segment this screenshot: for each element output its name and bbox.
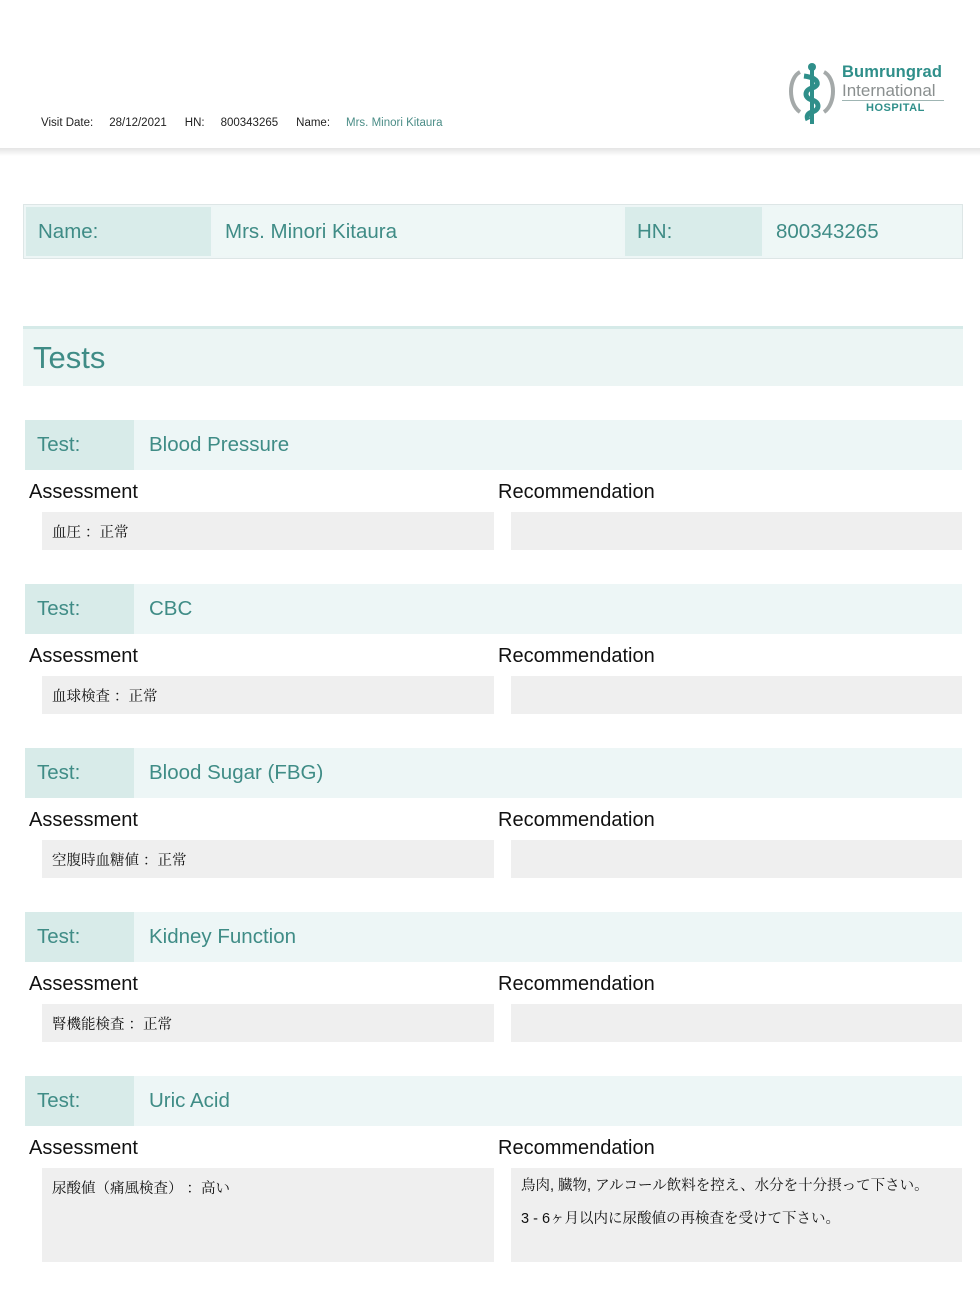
test-label: Test: [25, 1076, 134, 1126]
assessment-text: 空腹時血糖値 ：正常 [52, 853, 187, 869]
test-label: Test: [25, 912, 134, 962]
assessment-box [42, 676, 494, 714]
test-name: Blood Sugar (FBG) [149, 761, 324, 784]
name-label: Name: [296, 117, 331, 129]
hn-value: 800343265 [220, 117, 279, 129]
assessment-header: Assessment [29, 645, 138, 667]
test-label: Test: [25, 584, 134, 634]
recommendation-box [511, 512, 962, 550]
document-header [0, 0, 980, 150]
recommendation-header: Recommendation [498, 973, 655, 995]
assessment-box [42, 1168, 494, 1262]
name-value: Mrs. Minori Kitaura [346, 117, 443, 129]
recommendation-header: Recommendation [498, 645, 655, 667]
hn-label: HN: [184, 117, 205, 129]
recommendation-text: 3 - 6ヶ月以内に尿酸値の再検査を受けて下さい。 [521, 1211, 841, 1228]
recommendation-spacer [521, 1195, 952, 1210]
patient-hn-label: HN: [625, 207, 762, 256]
test-label: Test: [25, 748, 134, 798]
logo-line-3: HOSPITAL [866, 101, 925, 114]
visit-date: 28/12/2021 [109, 117, 167, 129]
test-row [25, 420, 962, 470]
recommendation-header: Recommendation [498, 1137, 655, 1159]
assessment-text: 尿酸値（痛風検査） ：高い [52, 1181, 231, 1197]
header-divider [0, 148, 980, 156]
patient-name-label: Name: [26, 207, 211, 256]
tests-section-header [23, 326, 963, 386]
recommendation-header: Recommendation [498, 481, 655, 503]
assessment-header: Assessment [29, 973, 138, 995]
assessment-box [42, 840, 494, 878]
recommendation-header: Recommendation [498, 809, 655, 831]
assessment-text: 血球検査 ：正常 [52, 689, 158, 705]
patient-hn-value: 800343265 [764, 207, 960, 256]
test-row [25, 912, 962, 962]
assessment-box [42, 1004, 494, 1042]
assessment-box [42, 512, 494, 550]
test-name: Uric Acid [149, 1089, 230, 1112]
assessment-header: Assessment [29, 481, 138, 503]
assessment-text: 腎機能検査 ：正常 [52, 1017, 173, 1033]
test-name: Blood Pressure [149, 433, 290, 456]
assessment-header: Assessment [29, 809, 138, 831]
logo-line-2: International [842, 80, 936, 100]
patient-info-box [23, 204, 963, 259]
recommendation-box [511, 840, 962, 878]
logo-text [842, 64, 942, 114]
recommendation-text: 鳥肉, 臓物, アルコール飲料を控え、水分を十分摂って下さい。 [521, 1178, 929, 1194]
recommendation-box [511, 676, 962, 714]
assessment-header: Assessment [29, 1137, 138, 1159]
patient-name-value: Mrs. Minori Kitaura [213, 207, 622, 256]
caduceus-icon [786, 60, 838, 126]
recommendation-box [511, 1004, 962, 1042]
recommendation-box [511, 1168, 962, 1262]
visit-date-label: Visit Date: [41, 117, 94, 129]
visit-info-line [41, 117, 443, 129]
logo-line-1: Bumrungrad [842, 63, 942, 81]
test-label: Test: [25, 420, 134, 470]
test-row [25, 584, 962, 634]
assessment-text: 血圧 ：正常 [52, 525, 129, 541]
test-name: CBC [149, 597, 193, 620]
test-name: Kidney Function [149, 925, 297, 948]
test-row [25, 1076, 962, 1126]
hospital-logo [786, 60, 950, 126]
test-row [25, 748, 962, 798]
section-title: Tests [33, 340, 106, 375]
logo-rule [842, 100, 944, 101]
